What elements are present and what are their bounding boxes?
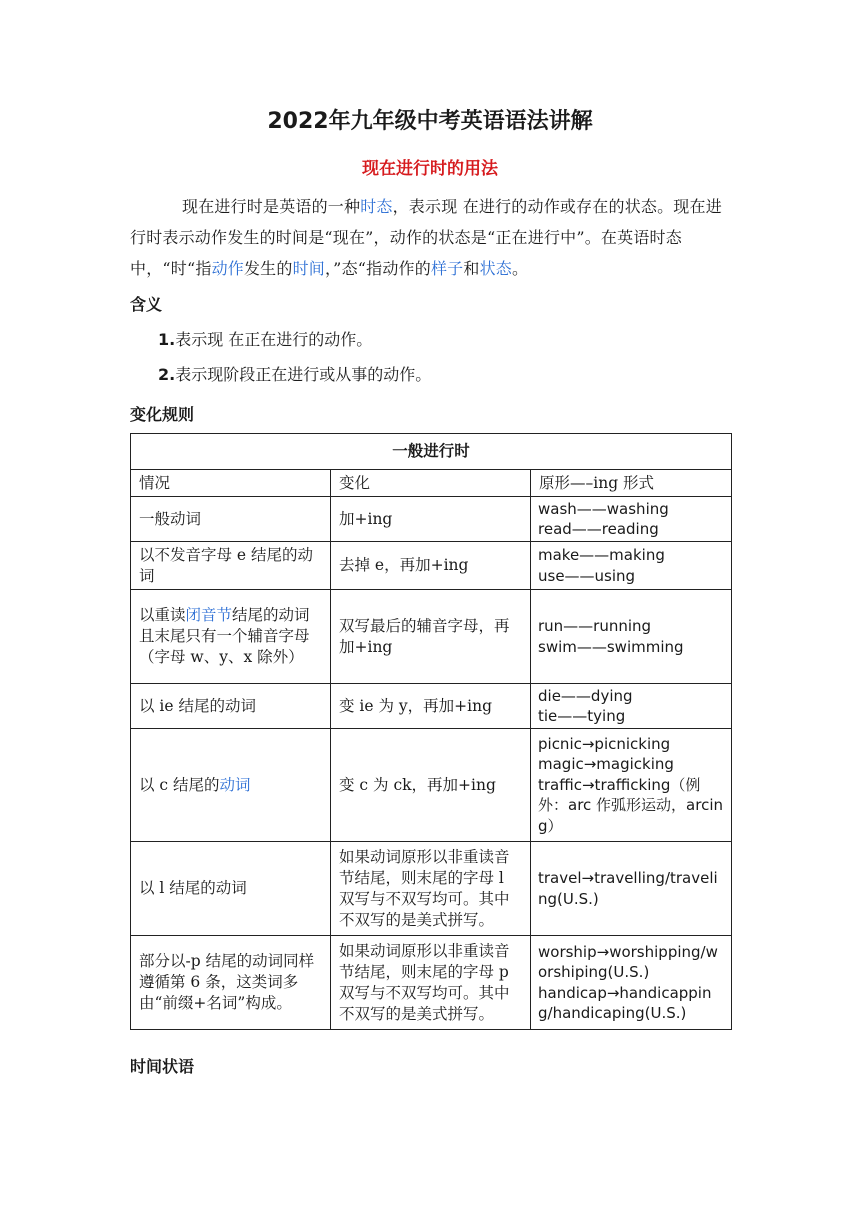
example-line: die——dying (538, 686, 633, 705)
example-line: picnic→picnicking (538, 734, 671, 753)
link-state[interactable]: 状态 (479, 259, 512, 278)
example-cell (531, 729, 732, 842)
case-text: 以 c 结尾的 (139, 775, 220, 794)
table-row (131, 729, 732, 842)
example-line: use——using (538, 566, 636, 585)
time-adverbial-heading: 时间状语 (130, 1057, 195, 1076)
table-row (131, 684, 732, 729)
case-cell (131, 590, 331, 684)
example-cell (531, 590, 732, 684)
item-text: 表示现阶段正在进行或从事的动作。 (175, 365, 432, 384)
example-cell (531, 542, 732, 590)
table-row (131, 497, 732, 542)
table-row (131, 842, 732, 936)
intro-text: 现在进行时是英语的一种 (182, 197, 361, 216)
meaning-heading: 含义 (130, 295, 163, 314)
link-action[interactable]: 动作 (211, 259, 244, 278)
header-cell: 原形—–ing 形式 (531, 470, 732, 497)
rules-table (130, 433, 732, 1030)
change-cell: 如果动词原形以非重读音节结尾，则末尾的字母 p 双写与不双写均可。其中不双写的是美式拼写。 (331, 936, 531, 1030)
change-cell: 加+ing (331, 497, 531, 542)
example-line: make——making (538, 546, 665, 564)
intro-text: ，”态“指动作的 (324, 259, 431, 278)
intro-text: ，表示现 在进行的动作或存在的状态。现在进行时表示动作发生的时间是“现在”，动作的状态是“正在进行中”。在英语时态中，“时“指 (130, 197, 722, 278)
rules-heading: 变化规则 (130, 405, 195, 424)
case-cell: 部分以-p 结尾的动词同样遵循第 6 条，这类词多由“前缀+名词”构成。 (131, 936, 331, 1030)
change-cell: 变 c 为 ck，再加+ing (331, 729, 531, 842)
example-cell (531, 684, 732, 729)
example-cell (531, 842, 732, 936)
table-row (131, 542, 732, 590)
example-line: traffic→trafficking（例外：arc 作弧形运动，arcing） (538, 775, 723, 835)
item-number: 1. (158, 330, 176, 349)
example-line: travel→travelling/traveling(U.S.) (538, 869, 718, 908)
case-cell: 以 ie 结尾的动词 (131, 684, 331, 729)
header-cell: 变化 (331, 470, 531, 497)
item-number: 2. (158, 365, 176, 384)
example-line: run——running (538, 617, 652, 635)
table-row (131, 936, 732, 1030)
table-caption: 一般进行时 (131, 434, 732, 470)
example-line: handicap→handicapping/handicaping(U.S.) (538, 983, 712, 1022)
link-verb[interactable]: 动词 (219, 775, 251, 794)
example-line: wash——washing (538, 499, 669, 518)
change-cell: 双写最后的辅音字母，再加+ing (331, 590, 531, 684)
link-appearance[interactable]: 样子 (430, 259, 464, 278)
case-text: 结尾的动词且末尾只有一个辅音字母（字母 w、y、x 除外） (139, 606, 310, 666)
document-subtitle: 现在进行时的用法 (362, 159, 498, 179)
change-cell: 去掉 e，再加+ing (331, 542, 531, 590)
table-header-row (131, 470, 732, 497)
intro-text: 和 (463, 259, 480, 278)
change-cell: 变 ie 为 y，再加+ing (331, 684, 531, 729)
meaning-item (158, 362, 431, 385)
table-caption-row (131, 434, 732, 470)
case-cell: 以不发音字母 e 结尾的动词 (131, 542, 331, 590)
intro-paragraph (130, 191, 736, 284)
example-line: swim——swimming (538, 637, 684, 656)
case-cell: 一般动词 (131, 497, 331, 542)
change-cell: 如果动词原形以非重读音节结尾，则末尾的字母 l 双写与不双写均可。其中不双写的是美式拼写。 (331, 842, 531, 936)
example-line: tie——tying (538, 707, 626, 725)
case-cell (131, 729, 331, 842)
example-line: magic→magicking (538, 755, 674, 774)
table-row (131, 590, 732, 684)
link-closed-syllable[interactable]: 闭音节 (185, 606, 233, 624)
meaning-item (158, 327, 372, 350)
case-text: 以重读 (139, 606, 186, 624)
link-time[interactable]: 时间 (292, 259, 325, 278)
example-cell (531, 497, 732, 542)
example-line: worship→worshipping/worshiping(U.S.) (538, 942, 718, 981)
header-cell: 情况 (131, 470, 331, 497)
link-tense[interactable]: 时态 (360, 197, 393, 216)
document-title: 2022年九年级中考英语语法讲解 (267, 109, 593, 134)
intro-text: 。 (511, 259, 529, 278)
case-cell: 以 l 结尾的动词 (131, 842, 331, 936)
intro-text: 发生的 (243, 259, 293, 278)
item-text: 表示现 在正在进行的动作。 (175, 330, 373, 349)
example-cell (531, 936, 732, 1030)
example-line: read——reading (538, 520, 659, 538)
